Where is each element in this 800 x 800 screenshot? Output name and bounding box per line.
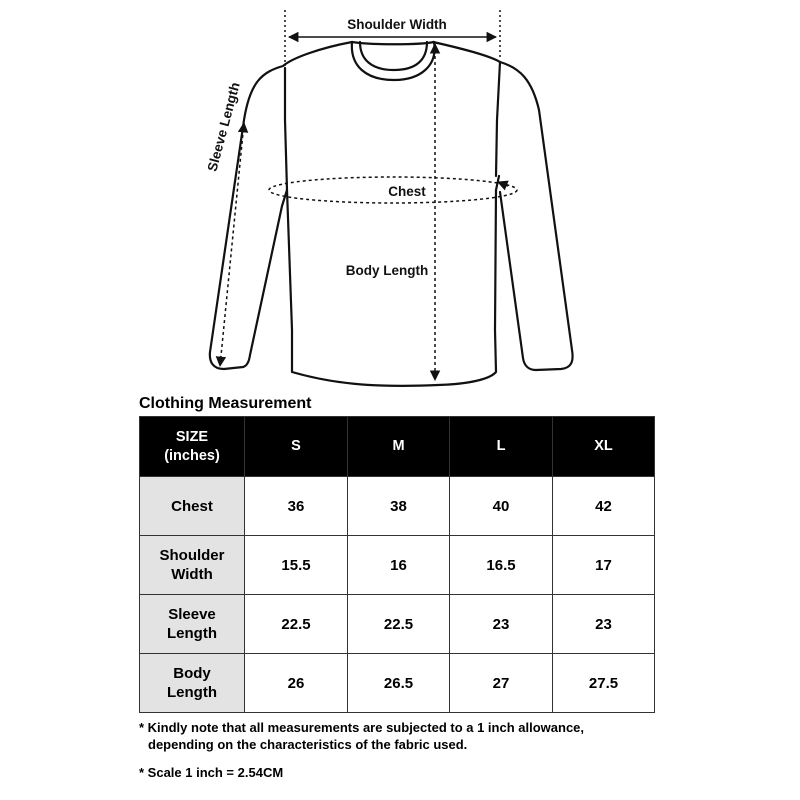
table-cell: 26.5 [348, 654, 450, 713]
table-row-shoulder-width [140, 536, 655, 595]
table-cell: 17 [553, 536, 655, 595]
table-row-sleeve-length [140, 595, 655, 654]
table-cell: 22.5 [348, 595, 450, 654]
table-row-chest [140, 477, 655, 536]
table-cell: 40 [450, 477, 553, 536]
shoulder-width-label: Shoulder Width [347, 17, 447, 32]
row-label-line1: Sleeve [168, 606, 216, 623]
size-header-line1: SIZE [175, 428, 209, 445]
row-label-line2: Width [171, 566, 213, 583]
table-cell: 23 [450, 595, 553, 654]
allowance-note [139, 719, 584, 753]
table-cell: 23 [553, 595, 655, 654]
note-line-2: depending on the characteristics of the fabric used. [148, 737, 468, 752]
row-label-line2: Length [167, 625, 217, 642]
shirt-outline [210, 42, 573, 386]
table-row-body-length [140, 654, 655, 713]
size-col-s: S [245, 417, 348, 477]
table-cell: 16 [348, 536, 450, 595]
size-col-xl: XL [553, 417, 655, 477]
measurement-guides [220, 10, 517, 380]
row-label-chest [140, 477, 245, 536]
note-line-1: * Kindly note that all measurements are subjected to a 1 inch allowance, [139, 720, 585, 735]
table-cell: 38 [348, 477, 450, 536]
chest-label: Chest [388, 184, 426, 199]
table-cell: 36 [245, 477, 348, 536]
table-cell: 26 [245, 654, 348, 713]
row-label-sleeve-length [140, 595, 245, 654]
table-cell: 16.5 [450, 536, 553, 595]
row-label-line2: Length [167, 684, 217, 701]
size-header-line2: (inches) [164, 447, 220, 464]
row-label-line1: Body [173, 665, 211, 682]
sleeve-length-label: Sleeve Length [204, 80, 243, 173]
sleeve-length-arrow [220, 123, 244, 366]
table-title: Clothing Measurement [139, 395, 312, 412]
size-header [140, 417, 245, 477]
table-cell: 27.5 [553, 654, 655, 713]
measurement-table [139, 416, 655, 713]
table-header-row [140, 417, 655, 477]
row-label-line1: Shoulder [159, 547, 225, 564]
row-label-body-length [140, 654, 245, 713]
body-length-label: Body Length [345, 263, 429, 278]
table-cell: 15.5 [245, 536, 348, 595]
size-col-m: M [348, 417, 450, 477]
row-label-line1: Chest [171, 497, 213, 515]
table-cell: 42 [553, 477, 655, 536]
row-label-shoulder-width [140, 536, 245, 595]
shirt-diagram [0, 0, 800, 392]
scale-note: * Scale 1 inch = 2.54CM [139, 765, 284, 780]
size-col-l: L [450, 417, 553, 477]
table-cell: 22.5 [245, 595, 348, 654]
table-cell: 27 [450, 654, 553, 713]
